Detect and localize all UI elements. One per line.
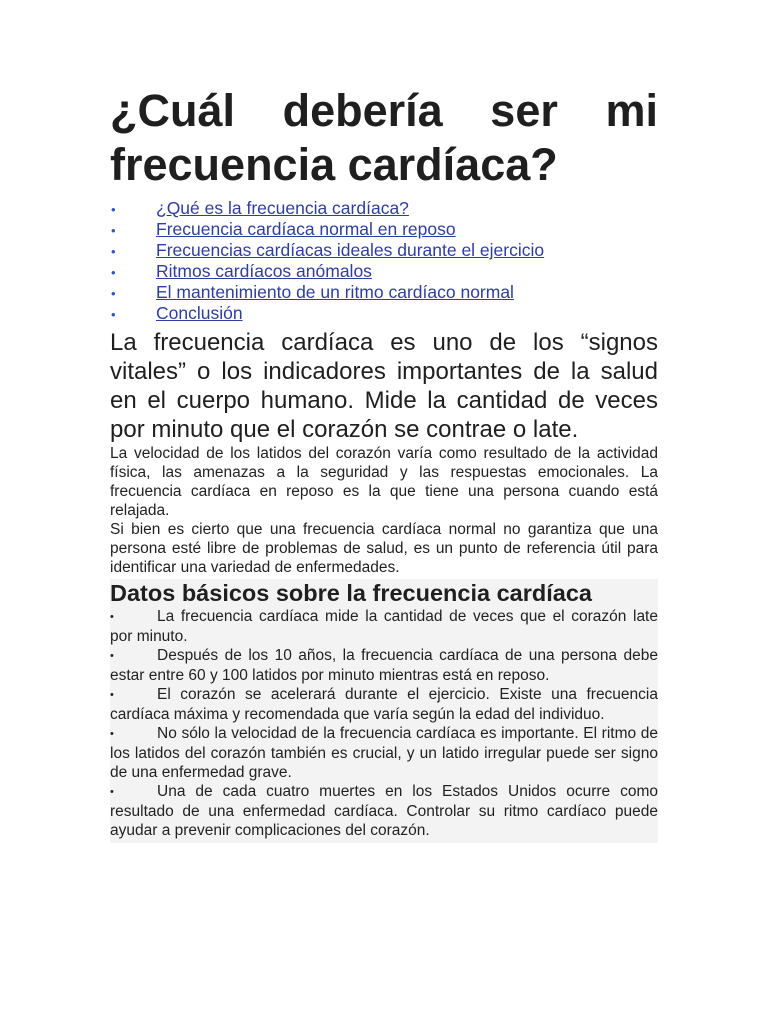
fact-text: Una de cada cuatro muertes en los Estados Unidos ocurre como resultado de una enfermedad cardíaca. Controlar su ritmo cardíaco puede ayudar a prevenir complicaciones del corazón. bbox=[110, 783, 658, 839]
bullet-icon: • bbox=[111, 265, 116, 280]
toc-link-abnormal-rhythms[interactable]: Ritmos cardíacos anómalos bbox=[156, 261, 372, 281]
bullet-icon: • bbox=[110, 728, 114, 740]
bullet-icon: • bbox=[110, 786, 114, 798]
toc-link-conclusion[interactable]: Conclusión bbox=[156, 303, 243, 323]
table-of-contents bbox=[110, 198, 658, 324]
facts-heading: Datos básicos sobre la frecuencia cardíaca bbox=[110, 580, 592, 606]
toc-link-what-is-heart-rate[interactable]: ¿Qué es la frecuencia cardíaca? bbox=[156, 198, 409, 218]
bullet-icon: • bbox=[111, 286, 116, 301]
fact-text: No sólo la velocidad de la frecuencia cardíaca es importante. El ritmo de los latidos del corazón también es crucial, y un latido irregular puede ser signo de una enfermedad grave. bbox=[110, 725, 658, 781]
bullet-icon: • bbox=[111, 202, 116, 217]
fact-item bbox=[110, 782, 658, 840]
toc-item bbox=[110, 261, 658, 282]
article bbox=[110, 84, 658, 843]
body-paragraph: Si bien es cierto que una frecuencia cardíaca normal no garantiza que una persona esté libre de problemas de salud, es un punto de referencia útil para identificar una variedad de enfermedades. bbox=[110, 521, 658, 576]
bullet-icon: • bbox=[110, 650, 114, 662]
fact-text: Después de los 10 años, la frecuencia cardíaca de una persona debe estar entre 60 y 100 latidos por minuto mientras está en reposo. bbox=[110, 647, 658, 684]
fact-item bbox=[110, 724, 658, 782]
toc-item bbox=[110, 198, 658, 219]
page-title: ¿Cuál debería ser mi frecuencia cardíaca? bbox=[110, 85, 658, 190]
body-paragraph: La velocidad de los latidos del corazón varía como resultado de la actividad física, las amenazas a la seguridad y las respuestas emocionales. La frecuencia cardíaca en reposo es la que tiene una persona cuando está relajada. bbox=[110, 445, 658, 519]
bullet-icon: • bbox=[111, 223, 116, 238]
facts-section bbox=[110, 579, 658, 843]
lead-paragraph: La frecuencia cardíaca es uno de los “signos vitales” o los indicadores importantes de la salud en el cuerpo humano. Mide la cantidad de veces por minuto que el corazón se contrae o late. bbox=[110, 329, 658, 443]
fact-item bbox=[110, 646, 658, 685]
toc-item bbox=[110, 303, 658, 324]
toc-item bbox=[110, 282, 658, 303]
toc-link-maintaining-rhythm[interactable]: El mantenimiento de un ritmo cardíaco normal bbox=[156, 282, 514, 302]
bullet-icon: • bbox=[110, 689, 114, 701]
fact-item bbox=[110, 685, 658, 724]
fact-text: El corazón se acelerará durante el ejercicio. Existe una frecuencia cardíaca máxima y recomendada que varía según la edad del individuo. bbox=[110, 686, 658, 723]
bullet-icon: • bbox=[110, 611, 114, 623]
toc-link-exercise-heart-rate[interactable]: Frecuencias cardíacas ideales durante el ejercicio bbox=[156, 240, 545, 260]
toc-item bbox=[110, 240, 658, 261]
fact-item bbox=[110, 607, 658, 646]
fact-text: La frecuencia cardíaca mide la cantidad de veces que el corazón late por minuto. bbox=[110, 608, 658, 645]
bullet-icon: • bbox=[111, 307, 116, 322]
toc-link-resting-heart-rate[interactable]: Frecuencia cardíaca normal en reposo bbox=[156, 219, 456, 239]
toc-item bbox=[110, 219, 658, 240]
bullet-icon: • bbox=[111, 244, 116, 259]
